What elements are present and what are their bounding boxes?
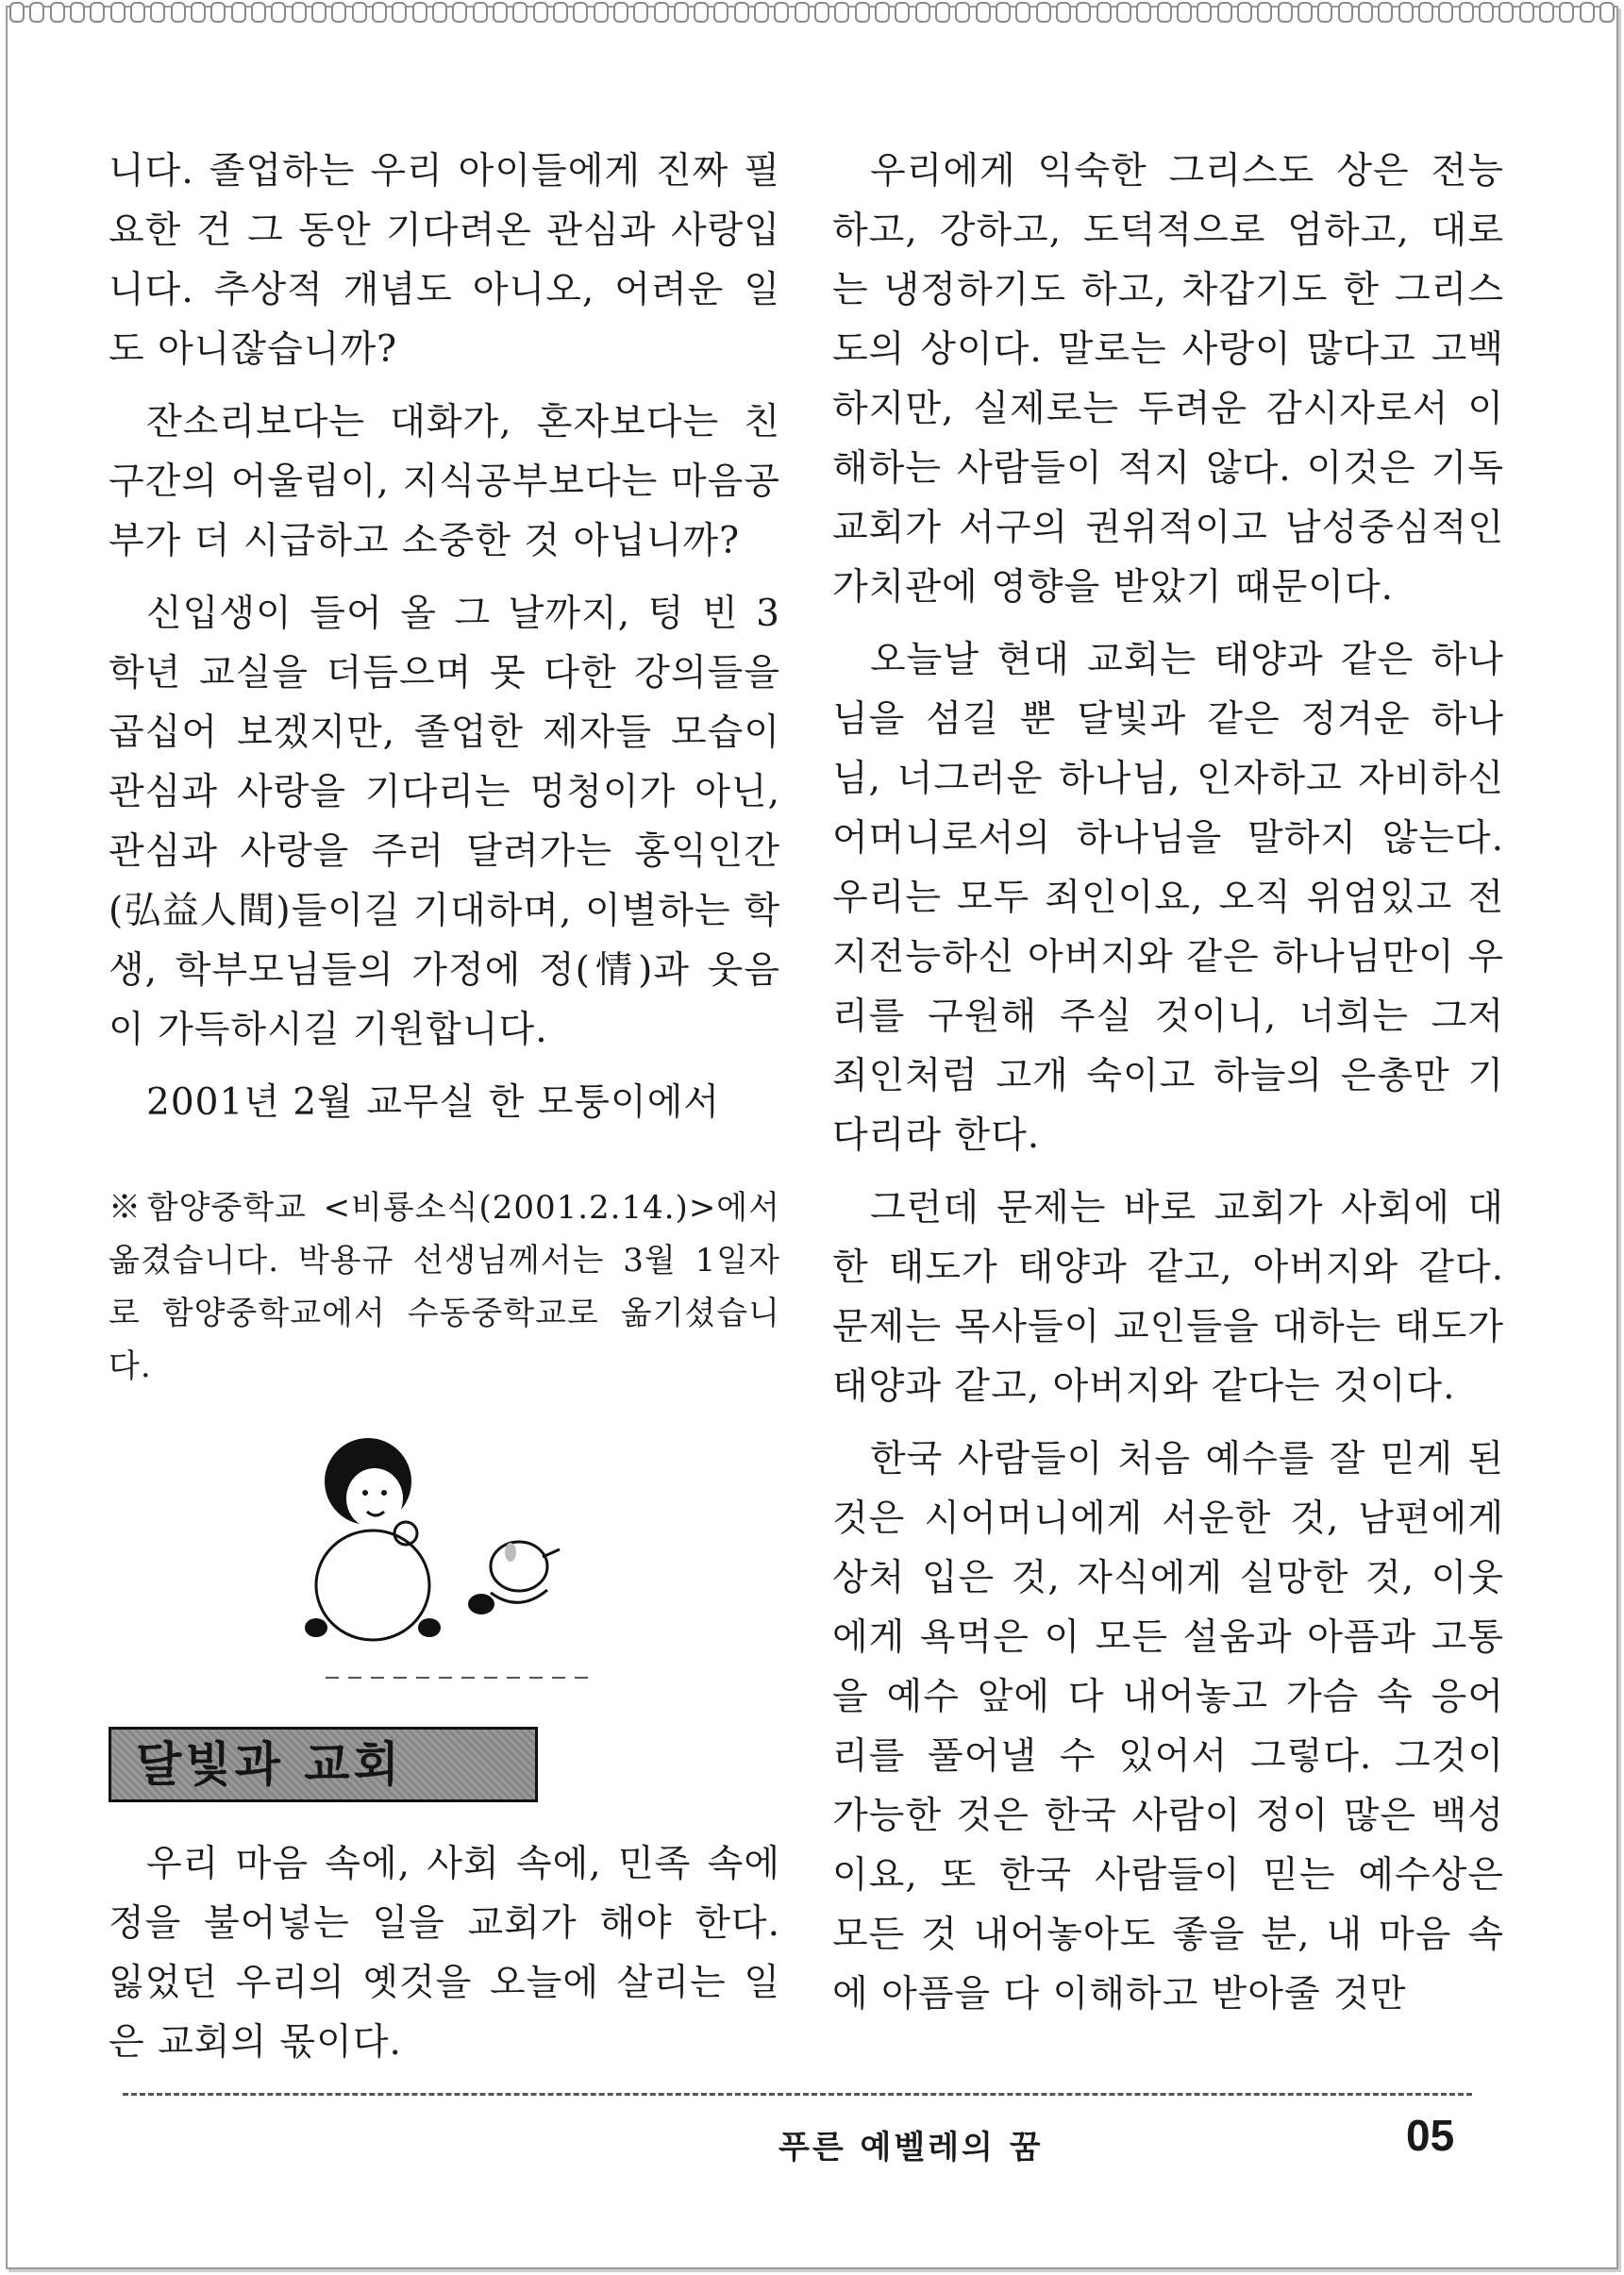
right-paragraph-4: 한국 사람들이 처음 예수를 잘 믿게 된 것은 시어머니에게 서운한 것, 남편에게 상처 입은 것, 자식에게 실망한 것, 이웃에게 욕먹은 이 모든 설움과 아픔과 고통을 예수 앞에 다 내어놓고 가슴 속 응어리를 풀어낼 수 있어서 그렇다. 그것이 가능한 것은 한국 사람이 정이 많은 백성이요, 또 한국 사람들이 믿는 예수상은 모든 것 내어놓아도 좋을 분, 내 마음 속에 아픔을 다 이해하고 받아줄 것만 bbox=[832, 1438, 1504, 2016]
footer-divider bbox=[123, 2093, 1472, 2105]
left-paragraph-2: 잔소리보다는 대화가, 혼자보다는 친구간의 어울림이, 지식공부보다는 마음공부가 더 시급하고 소중한 것 아닙니까? bbox=[109, 401, 780, 562]
child-cartoon-icon bbox=[288, 1425, 590, 1698]
section-title bbox=[109, 1727, 538, 1802]
section-paragraph-1: 우리 마음 속에, 사회 속에, 민족 속에 정을 불어넣는 일을 교회가 해야 한다. 잃었던 우리의 옛것을 오늘에 살리는 일은 교회의 몫이다. bbox=[109, 1843, 780, 2064]
right-paragraph-1: 우리에게 익숙한 그리스도 상은 전능하고, 강하고, 도덕적으로 엄하고, 대로는 냉정하기도 하고, 차갑기도 한 그리스도의 상이다. 말로는 사랑이 많다고 고백하지만, 실제로는 두려운 감시자로서 이해하는 사람들이 적지 않다. 이것은 기독교회가 서구의 권위적이고 남성중심적인 가치관에 영향을 받았기 때문이다. bbox=[832, 150, 1504, 609]
spiral-binding bbox=[9, 0, 1615, 25]
section-title-text: 달빛과 교회 bbox=[136, 1736, 403, 1792]
right-paragraph-2: 오늘날 현대 교회는 태양과 같은 하나님을 섬길 뿐 달빛과 같은 정겨운 하나님, 너그러운 하나님, 인자하고 자비하신 어머니로서의 하나님을 말하지 않는다. 우리는 모두 죄인이요, 오직 위엄있고 전지전능하신 아버지와 같은 하나님만이 우리를 구원해 주실 것이니, 너희는 그저 죄인처럼 고개 숙이고 하늘의 은총만 기다리라 한다. bbox=[832, 639, 1504, 1157]
footer-title: 푸른 예벨레의 꿈 bbox=[779, 2129, 1044, 2166]
right-column bbox=[832, 142, 1504, 2037]
left-paragraph-1: 니다. 졸업하는 우리 아이들에게 진짜 필요한 건 그 동안 기다려온 관심과 사랑입니다. 추상적 개념도 아니오, 어려운 일도 아니잖습니까? bbox=[109, 150, 780, 371]
left-paragraph-3: 신입생이 들어 올 그 날까지, 텅 빈 3학년 교실을 더듬으며 못 다한 강의들을 곱십어 보겠지만, 졸업한 제자들 모습이 관심과 사랑을 기다리는 멍청이가 아닌, 관심과 사랑을 주러 달려가는 홍익인간(弘益人間)들이길 기대하며, 이별하는 학생, 학부모님들의 가정에 정(情)과 웃음이 가득하시길 기원합니다. bbox=[109, 593, 780, 1051]
cartoon-illustration bbox=[109, 1425, 780, 1708]
signoff-line: 2001년 2월 교무실 한 모퉁이에서 bbox=[146, 1081, 721, 1124]
source-note: ※함양중학교 <비룡소식(2001.2.14.)>에서 옮겼습니다. 박용규 선생님께서는 3월 1일자로 함양중학교에서 수동중학교로 옮기셨습니다. bbox=[109, 1189, 780, 1385]
right-paragraph-3: 그런데 문제는 바로 교회가 사회에 대한 태도가 태양과 같고, 아버지와 같다. 문제는 목사들이 교인들을 대하는 태도가 태양과 같고, 아버지와 같다는 것이다. bbox=[832, 1187, 1504, 1408]
page-number: 05 bbox=[1406, 2111, 1455, 2160]
left-column bbox=[109, 142, 780, 2085]
